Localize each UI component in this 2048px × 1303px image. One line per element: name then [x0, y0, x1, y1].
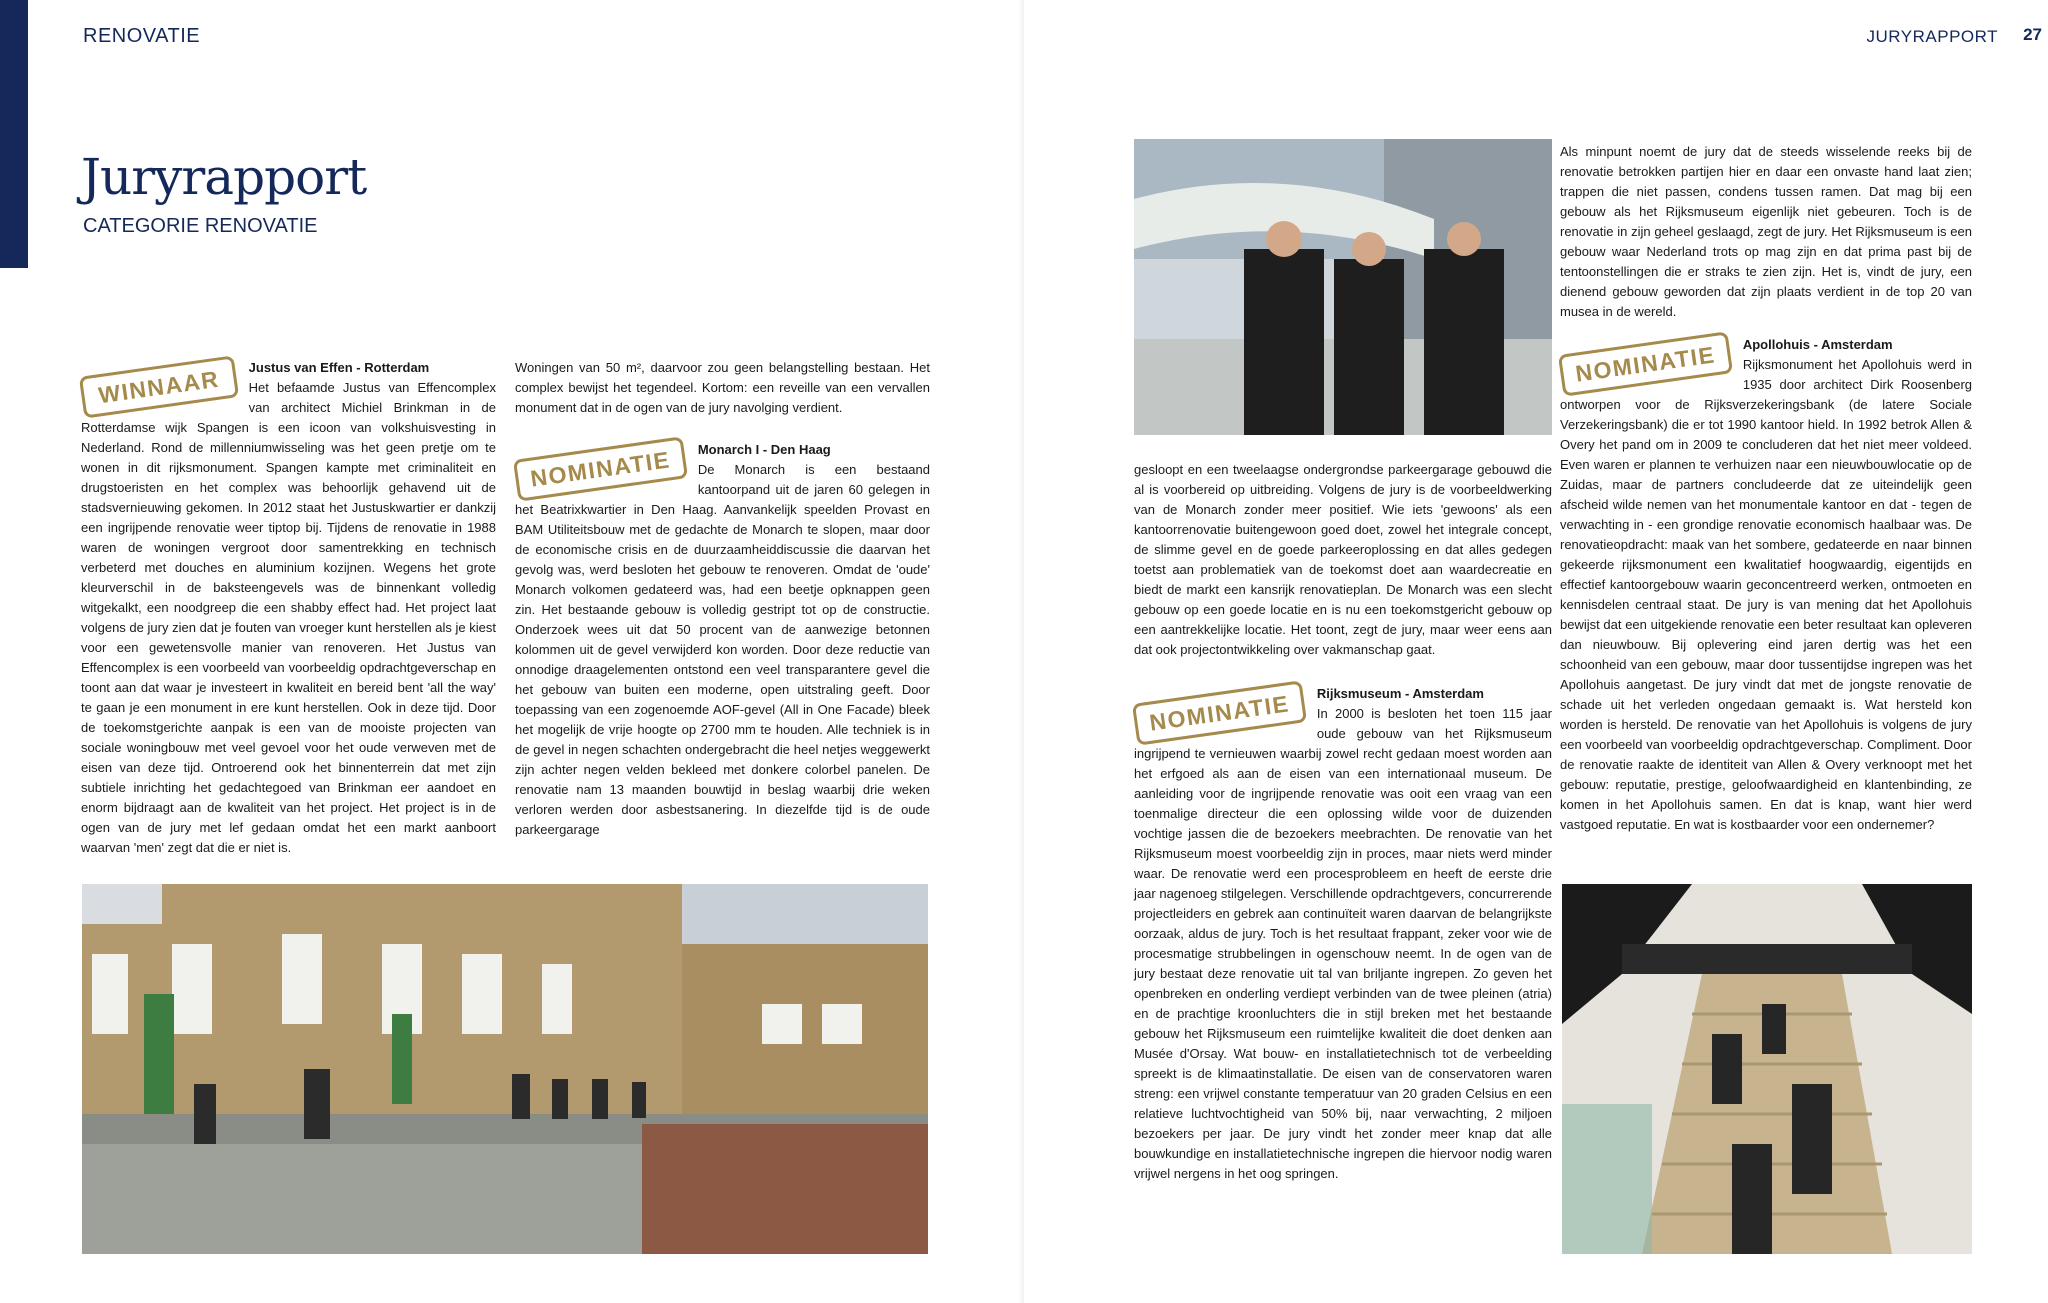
article-continuation-monarch: gesloopt en een tweelaagse ondergrondse parkeergarage gebouwd die al is voorbereid op uitbreiding. Volgens de jury is de voorbeeldwerking van de Monarch zonder meer positief. Wie iets 'gewoons' als een kantoorrenovatie buitengewoon goed doet, zowel het integrale concept, de slimme gevel en de goede parkeeroplossing en dat alles gedegen toetst aan problematiek van de toekomst doet aan waardecreatie en biedt de markt een kansrijk renovatieplan. De Monarch was een slecht gebouw op een goede locatie en is nu een toekomstgericht gebouw op een aantrekkelijke locatie. Het toont, zegt de jury, maar weer eens aan dat ook projectontwikkeling over vakmanschap gaat.: [1134, 462, 1552, 657]
article-continuation-justus: Woningen van 50 m², daarvoor zou geen belangstelling bestaan. Het complex bewijst het tegendeel. Kortom: een reveille van een vervallen monument dat in de ogen van de jury navolging verdient.: [515, 360, 930, 415]
page-number: 27: [2023, 25, 2042, 44]
article-justus: [81, 358, 496, 858]
blue-accent-bar: [0, 0, 28, 268]
column-2: [515, 358, 930, 858]
winnaar-stamp: WINNAAR: [79, 355, 239, 418]
article-rijksmuseum: [1134, 684, 1552, 1184]
article-body-apollohuis: Rijksmonument het Apollohuis werd in 1935 door architect Dirk Roosenberg ontworpen voor de Rijksverzekeringsbank (de latere Sociale Verzekeringsbank) die er tot 1990 kantoor hield. In 1992 betrok Allen & Overy het pand om in 2009 te concluderen dat het niet meer voldeed. Even waren er plannen te verhuizen naar een nieuwbouwlocatie op de Zuidas, maar de partners concludeerde dat ze uiteindelijk geen afscheid wilde nemen van het monumentale kantoor en dat - tegen de verwachting in - een grondige renovatie economisch haalbaar was. De renovatieopdracht: maak van het sombere, gedateerde en naar binnen gekeerde rijksmonument een kwalitatief hoogwaardig, eigentijds en effectief kantoorgebouw waarin geconcentreerd werken, ontmoeten en kennisdelen centraal staat. De jury is van mening dat het Apollohuis bewijst dat een uitgekiende renovatie een beter resultaat kan opleveren dan nieuwbouw. Bij oplevering eind jaren dertig was het een schoonheid van een gebouw, maar door tussentijdse ingrepen was het Apollohuis aangetast. De jury vindt dat met de jongste renovatie de schade uit het verleden ongedaan gemaakt is. Wat hersteld kon worden is hersteld. De renovatie van het Apollohuis is volgens de jury een voorbeeld van voorbeeldig opdrachtgeverschap. Compliment. Door de renovatie raakte de identiteit van Allen & Overy verknoopt met het gebouw: reputatie, prestige, geloofwaardigheid en klantenbinding, ze komen in het Apollohuis samen. En dat is knap, want hier werd vastgoed reputatie. En wat is kostbaarder voor een ondernemer?: [1560, 357, 1972, 832]
article-heading-monarch: Monarch I - Den Haag: [697, 442, 831, 457]
photo-jury-members: [1134, 139, 1552, 435]
article-body-monarch: De Monarch is een bestaand kantoorpand uit de jaren 60 gelegen in het Beatrixkwartier in Den Haag. Aanvankelijk speelden Provast en BAM Utiliteitsbouw met de gedachte de Monarch te slopen, maar door de economische crisis en de duurzaamheiddiscussie die daarvan het gevolg was, werd besloten het gebouw te renoveren. Omdat de 'oude' Monarch volkomen gedateerd was, had een beetje opknappen geen zin. Het bestaande gebouw is volledig gestript tot op de constructie. Onderzoek wees uit dat 50 procent van de aanwezige betonnen kolommen uit de gevel verwijderd kon worden. Door deze reductie van onnodige draagelementen ontstond een veel transparantere gevel die het gebouw van buiten een moderne, open uitstraling geeft. Door toepassing van een zogenoemde AOF-gevel (All in One Facade) bleek het mogelijk de vrije hoogte op 2700 mm te houden. Alle techniek is in de gevel in negen schachten ondergebracht die heel netjes weggewerkt zijn achter negen velden bekleed met donkere colorbel panelen. De renovatie nam 13 maanden bouwtijd in beslag waarbij drie weken verloren werden door asbestsanering. In diezelfde tijd is de oude parkeergarage: [515, 462, 930, 837]
nominatie-stamp: NOMINATIE: [513, 436, 688, 501]
right-page: [1024, 0, 2048, 1303]
running-head-right: JURYRAPPORT: [1866, 27, 1998, 46]
page-title: Juryrapport: [81, 148, 367, 206]
article-heading-justus: Justus van Effen - Rotterdam: [248, 360, 430, 375]
article-rijksmuseum-minpunt: [1560, 142, 1972, 319]
column-3: [1134, 460, 1552, 1245]
article-body-justus: Het befaamde Justus van Effencomplex van architect Michiel Brinkman in de Rotterdamse wijk Spangen is een icoon van volkshuisvesting in Nederland. Rond de millenniumwisseling was het geen pretje om te wonen in dit rijksmonument. Spangen kampte met criminaliteit en drugstoeristen en het complex was behoorlijk gehavend uit de stadsvernieuwing gekomen. In 2012 staat het Justuskwartier er dankzij een ingrijpende renovatie weer tiptop bij. Tijdens de renovatie in 1988 waren de woningen vergroot door samentrekking en technisch verbeterd met douches en aluminium kozijnen. Wegens het grote kleurverschil in de baksteengevels was de binnenkant volledig witgekalkt, een noodgreep die een shabby effect had. Het project laat volgens de jury zien dat je fouten van vroeger kunt herstellen als je kiest voor een gewetensvolle manier van renoveren. Het Justus van Effencomplex is een voorbeeld van voorbeeldig opdrachtgeverschap en toont aan dat waar je investeert in kwaliteit en bereid bent 'all the way' te gaan je een monument in ere kunt herstellen. Ook in deze tijd. Door de toekomstgerichte aanpak is een van de mooiste projecten van sociale woningbouw met veel gevoel voor het oude verweven met de eisen van deze tijd. Ontroerend ook het binnenterrein dat met zijn subtiele inrichting het gedachtegoed van Brinkman eer aandoet en enorm bijdraagt aan de kwaliteit van het project. Het project is in de ogen van de jury met lef gedaan omdat het een markt aanboort waarvan 'men' zegt dat die er niet is.: [81, 380, 496, 855]
page-subtitle: CATEGORIE RENOVATIE: [83, 215, 318, 237]
photo-justus-van-effen: [82, 884, 928, 1254]
article-heading-apollohuis: Apollohuis - Amsterdam: [1742, 337, 1893, 352]
article-body-rijksmuseum: In 2000 is besloten het toen 115 jaar oude gebouw van het Rijksmuseum ingrijpend te vernieuwen waarbij zowel recht gedaan moest worden aan het erfgoed als aan de eisen van een internationaal museum. De aanleiding voor de ingrijpende renovatie was ooit een vraag van een toenmalige directeur die een oplossing wilde voor de duizenden vochtige jassen die de bezoekers meebrachten. De renovatie van het Rijksmuseum moest voorbeeldig zijn in proces, maar niets werd minder waar. De renovatie werd een procesprobleem en heeft de eerste drie jaar nagenoeg stilgelegen. Verschillende opdrachtgevers, concurrerende projectleiders en gebrek aan continuïteit waren daarvan de belangrijkste oorzaak, aldus de jury. Toch is het resultaat frappant, zeker voor wie de procesmatige strubbelingen in ogenschouw neemt. In de ogen van de jury bestaat deze renovatie uit tal van briljante ingrepen. Zo geven het openbreken en onderling verdiept verbinden van de twee pleinen (atria) en de prachtige kroonluchters die in stijl breken met het bestaande gebouw het Rijksmuseum een ruimtelijke kwaliteit die doet denken aan Musée d'Orsay. Wat bouw- en installatietechnisch tot de verbeelding spreekt is de klimaatinstallatie. De eisen van de conservatoren waren streng: een vrijwel constante temperatuur van 20 graden Celsius en een relatieve luchtvochtigheid van 50% bij, naar verwachting, 2 miljoen bezoekers per jaar. De jury vindt het zonder meer knap dat alle bouwkundige en installatietechnische ingrepen die hiervoor nodig waren vrijwel nergens in het oog springen.: [1134, 706, 1552, 1181]
article-monarch: [515, 440, 930, 840]
nominatie-stamp-apollohuis: NOMINATIE: [1558, 331, 1733, 396]
photo-apollohuis-stairwell: [1562, 884, 1972, 1254]
article-heading-rijksmuseum: Rijksmuseum - Amsterdam: [1316, 686, 1484, 701]
running-head-left: RENOVATIE: [83, 25, 201, 47]
article-apollohuis: [1560, 335, 1972, 875]
nominatie-stamp-rijksmuseum: NOMINATIE: [1132, 680, 1307, 745]
article-minpunt-rijksmuseum: Als minpunt noemt de jury dat de steeds wisselende reeks bij de renovatie betrokken partijen hier en daar een onvaste hand laat zien; trappen die niet passen, condens tussen ramen. Dat mag bij een gebouw als het Rijksmuseum eigenlijk niet gebeuren. Toch is de renovatie in zijn geheel geslaagd, zegt de jury. Het Rijksmuseum is een gebouw waar Nederland trots op mag zijn en dat prima past bij de tentoonstellingen die er straks te zien zijn. Het is, vindt de jury, een dienend gebouw geworden dat zijn plaats verdient in de top 20 van musea in de wereld.: [1560, 144, 1972, 319]
